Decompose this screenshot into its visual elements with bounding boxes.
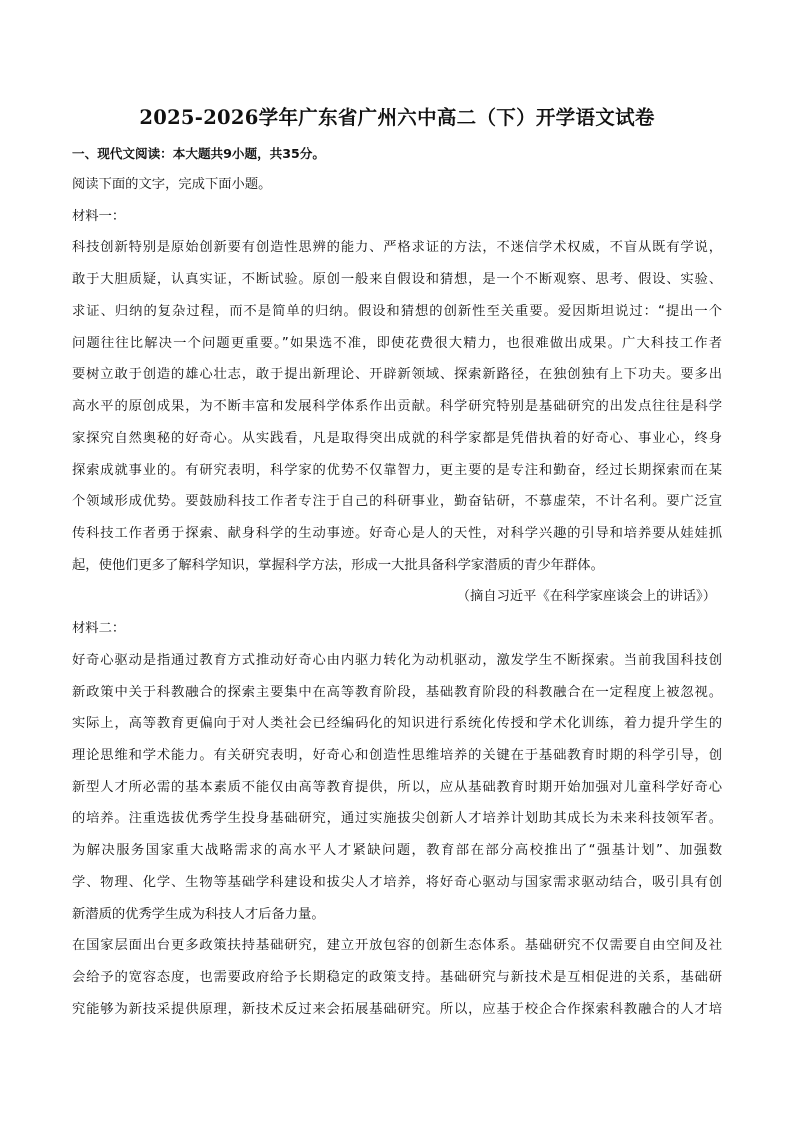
material2-line: 的培养。注重选拔优秀学生投身基础研究，通过实施拔尖创新人才培养计划助其成长为未来科技领军者。 [72, 811, 722, 826]
material2-label: 材料二： [72, 621, 126, 636]
material1-source: （摘自习近平《在科学家座谈会上的讲话》） [456, 589, 716, 604]
material2-line: 为解决服务国家重大战略需求的高水平人才紧缺问题，教育部在部分高校推出了“强基计划”、加强数 [72, 843, 722, 858]
material1-line: 要树立敢于创造的雄心壮志，敢于提出新理论、开辟新领域、探索新路径，在独创独有上下功夫。要多出 [72, 367, 722, 382]
material2-line: 新潜质的优秀学生成为科技人才后备力量。 [72, 907, 325, 922]
section-heading: 一、现代文阅读：本大题共9小题，共35分。 [72, 146, 325, 161]
material2-line: 好奇心驱动是指通过教育方式推动好奇心由内驱力转化为动机驱动，激发学生不断探索。当前我国科技创 [72, 653, 722, 668]
exam-title: 2025-2026学年广东省广州六中高二（下）开学语文试卷 [139, 106, 655, 129]
material2-line: 学、物理、化学、生物等基础学科建设和拔尖人才培养，将好奇心驱动与国家需求驱动结合，吸引具有创 [72, 875, 722, 890]
material1-line: 传科技工作者勇于探索、献身科学的生动事迹。好奇心是人的天性，对科学兴趣的引导和培养要从娃娃抓 [72, 526, 722, 541]
material1-line: 问题往往比解决一个问题更重要。”如果选不准，即使花费很大精力，也很难做出成果。广大科技工作者 [72, 336, 722, 351]
material1-line: 个领域形成优势。要鼓励科技工作者专注于自己的科研事业，勤奋钻研，不慕虚荣，不计名利。要广泛宣 [72, 494, 722, 509]
material1-line: 求证、归纳的复杂过程，而不是简单的归纳。假设和猜想的创新性至关重要。爱因斯坦说过：“提出一个 [72, 304, 722, 319]
material2-line: 究能够为新技采提供原理，新技术反过来会拓展基础研究。所以，应基于校企合作探索科教融合的人才培 [72, 1002, 722, 1017]
material2-line: 实际上，高等教育更偏向于对人类社会已经编码化的知识进行系统化传授和学术化训练，着力提升学生的 [72, 716, 722, 731]
material2-line: 在国家层面出台更多政策扶持基础研究，建立开放包容的创新生态体系。基础研究不仅需要自由空间及社 [72, 938, 722, 953]
material2-line: 理论思维和学术能力。有关研究表明，好奇心和创造性思维培养的关键在于基础教育时期的科学引导，创 [72, 748, 722, 763]
instruction-text: 阅读下面的文字，完成下面小题。 [72, 177, 272, 192]
material1-line: 科技创新特别是原始创新要有创造性思辨的能力、严格求证的方法，不迷信学术权威，不盲从既有学说， [72, 240, 722, 255]
material1-line: 起，使他们更多了解科学知识，掌握科学方法，形成一大批具备科学家潜质的青少年群体。 [72, 558, 604, 573]
material1-line: 家探究自然奥秘的好奇心。从实践看，凡是取得突出成就的科学家都是凭借执着的好奇心、事业心，终身 [72, 431, 722, 446]
material1-line: 高水平的原创成果，为不断丰富和发展科学体系作出贡献。科学研究特别是基础研究的出发点往往是科学 [72, 399, 722, 414]
material1-line: 探索成就事业的。有研究表明，科学家的优势不仅靠智力，更主要的是专注和勤奋，经过长期探索而在某 [72, 463, 722, 478]
material1-label: 材料一： [72, 209, 126, 224]
material2-line: 新政策中关于科教融合的探索主要集中在高等教育阶段，基础教育阶段的科教融合在一定程度上被忽视。 [72, 685, 722, 700]
material2-line: 新型人才所必需的基本素质不能仅由高等教育提供，所以，应从基础教育时期开始加强对儿童科学好奇心 [72, 780, 722, 795]
material2-line: 会给予的宽容态度，也需要政府给予长期稳定的政策支持。基础研究与新技术是互相促进的关系，基础研 [72, 970, 722, 985]
material1-line: 敢于大胆质疑，认真实证，不断试验。原创一般来自假设和猜想，是一个不断观察、思考、假设、实验、 [72, 272, 722, 287]
